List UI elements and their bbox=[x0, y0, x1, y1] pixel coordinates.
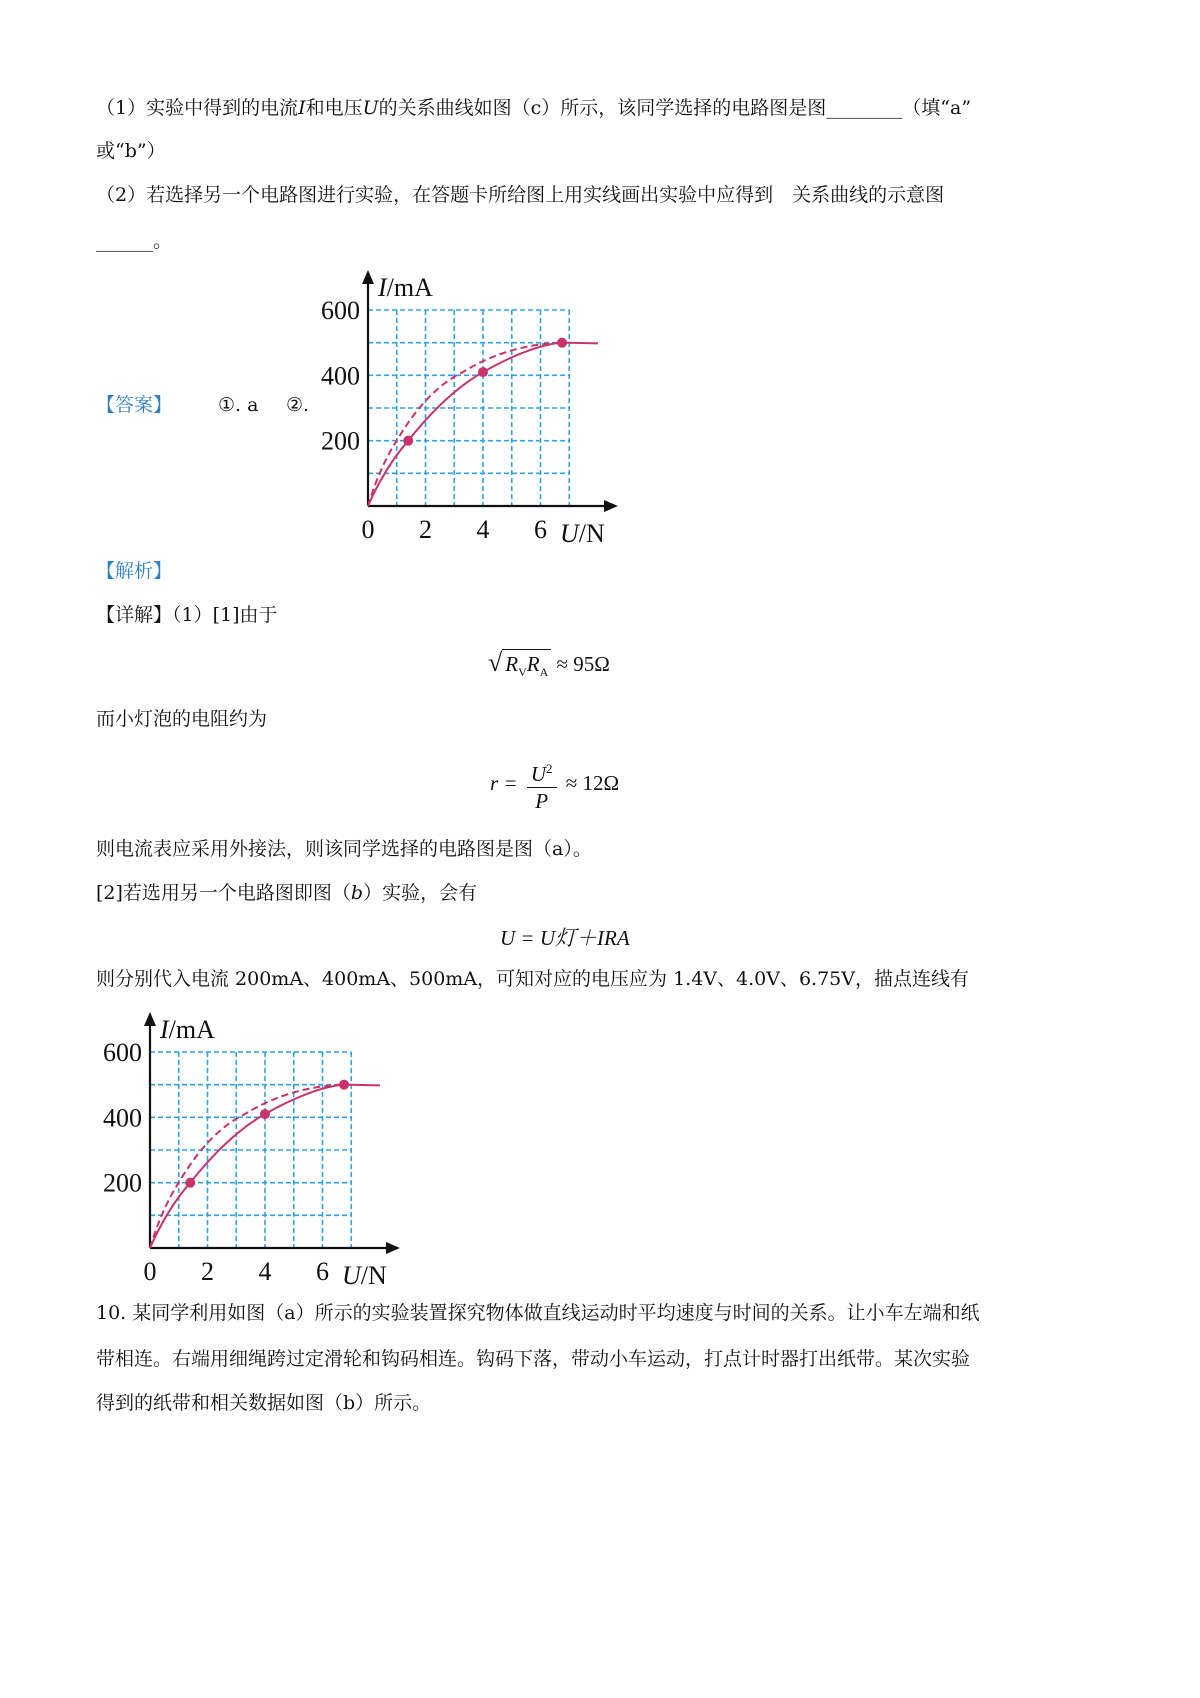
equation-r bbox=[490, 756, 619, 814]
q1-suffix: 的关系曲线如图（c）所示，该同学选择的电路图是图________（填“a” bbox=[378, 97, 972, 119]
answer-chart bbox=[300, 268, 640, 548]
q1-prefix: （1）实验中得到的电流 bbox=[96, 97, 299, 119]
x-tick-label: 2 bbox=[419, 515, 432, 544]
q1-mid: 和电压 bbox=[305, 97, 363, 119]
x-tick-label: 4 bbox=[476, 515, 490, 544]
analysis-tag: 【解析】 bbox=[96, 560, 173, 582]
q10-line-2: 带相连。右端用细绳跨过定滑轮和钩码相连。钩码下落，带动小车运动，打点计时器打出纸带。某次实验 bbox=[96, 1348, 971, 1370]
y-axis-label: I/mA bbox=[378, 273, 433, 302]
data-point bbox=[339, 1080, 349, 1090]
x-tick-label: 0 bbox=[143, 1257, 157, 1286]
x-tick-label: 0 bbox=[361, 515, 375, 544]
x-tick-label: 2 bbox=[201, 1257, 214, 1286]
var-U: U bbox=[362, 97, 379, 119]
y-tick-label: 400 bbox=[103, 1103, 142, 1133]
sqrt-icon: √ bbox=[488, 648, 503, 677]
sqrt-radicand: $R_VR_A$ bbox=[502, 649, 551, 686]
q10-line-1: 10. 某同学利用如图（a）所示的实验装置探究物体做直线运动时平均速度与时间的关系。让小车左端和纸 bbox=[96, 1302, 980, 1324]
x-axis-arrow bbox=[386, 1242, 400, 1254]
detail-intro: 【详解】（1）[1]由于 bbox=[96, 604, 278, 626]
part-2-prefix: [2]若选用另一个电路图即图（ bbox=[96, 882, 351, 904]
x-axis-arrow bbox=[604, 500, 618, 512]
lamp-resistance-text: 而小灯泡的电阻约为 bbox=[96, 708, 268, 730]
y-axis-arrow bbox=[144, 1012, 156, 1026]
x-tick-label: 6 bbox=[316, 1257, 329, 1286]
var-I: I bbox=[298, 97, 306, 119]
x-axis-label: U/N bbox=[560, 519, 605, 548]
equation-1-rhs: ≈ 95Ω bbox=[556, 652, 610, 676]
equation-2-rhs: ≈ 12Ω bbox=[565, 770, 620, 795]
answer-item-1: ①. a bbox=[218, 394, 259, 416]
y-tick-label: 200 bbox=[103, 1168, 142, 1198]
question-1-line-1 bbox=[96, 95, 971, 121]
data-point bbox=[403, 436, 413, 446]
data-point bbox=[260, 1109, 270, 1119]
x-axis-label: U/N bbox=[342, 1261, 387, 1290]
analysis-chart bbox=[82, 1010, 422, 1290]
part-2-suffix: ）实验，会有 bbox=[363, 882, 478, 904]
question-2-line-2: ______。 bbox=[96, 230, 173, 252]
data-point bbox=[557, 338, 567, 348]
data-point bbox=[478, 367, 488, 377]
equation-sqrt bbox=[488, 648, 610, 686]
y-axis-arrow bbox=[362, 270, 374, 284]
part-2-b: b bbox=[350, 882, 364, 904]
answer-tag: 【答案】 bbox=[96, 394, 173, 416]
y-tick-label: 600 bbox=[321, 296, 360, 325]
fraction: $\frac{U^2}{P}$ bbox=[527, 756, 557, 814]
x-tick-label: 4 bbox=[258, 1257, 272, 1286]
conclusion-text: 则电流表应采用外接法，则该同学选择的电路图是图（a）。 bbox=[96, 838, 592, 860]
q10-line-3: 得到的纸带和相关数据如图（b）所示。 bbox=[96, 1392, 432, 1414]
equation-2-lhs: r = bbox=[490, 770, 518, 795]
part-2-text bbox=[96, 880, 477, 906]
answer-item-2: ②. bbox=[286, 394, 310, 416]
y-tick-label: 200 bbox=[321, 426, 360, 456]
question-1-line-2: 或“b”） bbox=[96, 140, 166, 162]
y-axis-label: I/mA bbox=[160, 1015, 215, 1044]
y-tick-label: 600 bbox=[103, 1038, 142, 1067]
equation-3: U = U灯＋IRA bbox=[500, 926, 630, 950]
data-point bbox=[185, 1178, 195, 1188]
x-tick-label: 6 bbox=[534, 515, 547, 544]
y-tick-label: 400 bbox=[321, 361, 360, 391]
substitute-text: 则分别代入电流 200mA、400mA、500mA，可知对应的电压应为 1.4V、4.0V、6.75V，描点连线有 bbox=[96, 968, 969, 990]
question-2-line-1: （2）若选择另一个电路图进行实验，在答题卡所给图上用实线画出实验中应得到 关系曲线的示意图 bbox=[96, 184, 945, 206]
